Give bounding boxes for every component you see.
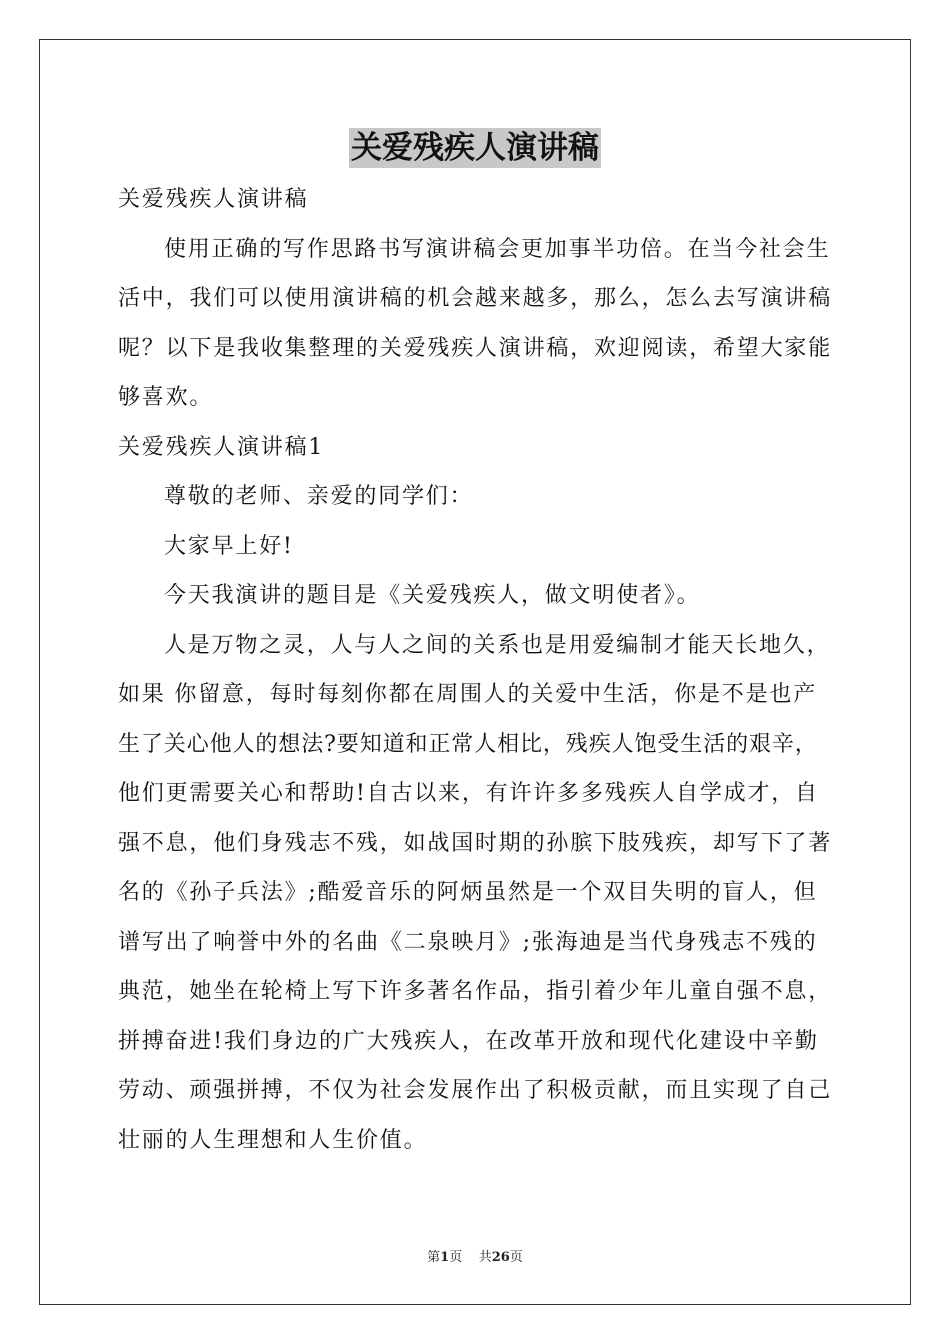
- footer-total-prefix: 共: [478, 1250, 492, 1265]
- body-line: 拼搏奋进!我们身边的广大残疾人，在改革开放和现代化建设中辛勤: [118, 1028, 819, 1054]
- intro-line: 活中，我们可以使用演讲稿的机会越来越多，那么，怎么去写演讲稿: [118, 286, 833, 311]
- document-title: 关爱残疾人演讲稿: [351, 130, 599, 166]
- title-area: [0, 128, 950, 168]
- body-line: 强不息，他们身残志不残，如战国时期的孙膑下肢残疾，却写下了著: [118, 830, 833, 856]
- page-footer: [0, 1246, 950, 1265]
- footer-page-number: 1: [440, 1250, 450, 1265]
- morning-greeting: 大家早上好!: [164, 533, 294, 559]
- footer-page-suffix: 页: [449, 1250, 463, 1265]
- intro-line: 呢？以下是我收集整理的关爱残疾人演讲稿，欢迎阅读，希望大家能: [118, 335, 833, 361]
- body-line: 名的《孙子兵法》;酷爱音乐的阿炳虽然是一个双目失明的盲人，但: [118, 880, 818, 905]
- intro-line: 使用正确的写作思路书写演讲稿会更加事半功倍。在当今社会生: [164, 236, 831, 262]
- body-line: 如果 你留意，每时每刻你都在周围人的关爱中生活，你是不是也产: [118, 682, 817, 707]
- body-line: 典范，她坐在轮椅上写下许多著名作品，指引着少年儿童自强不息，: [118, 979, 833, 1004]
- body-line: 壮丽的人生理想和人生价值。: [118, 1127, 428, 1153]
- section-heading: 关爱残疾人演讲稿1: [118, 434, 325, 460]
- body-line: 劳动、顽强拼搏，不仅为社会发展作出了积极贡献，而且实现了自己: [118, 1078, 833, 1103]
- document-body: [118, 175, 840, 1165]
- body-line: 人是万物之灵，人与人之间的关系也是用爱编制才能天长地久，: [164, 632, 831, 658]
- footer-total-pages: 26: [491, 1250, 510, 1265]
- footer-total-suffix: 页: [509, 1250, 523, 1265]
- body-line: 生了关心他人的想法?要知道和正常人相比，残疾人饱受生活的艰辛，: [118, 731, 818, 757]
- footer-page-prefix: 第: [427, 1250, 441, 1265]
- greeting: 尊敬的老师、亲爱的同学们：: [164, 484, 474, 509]
- intro-line: 够喜欢。: [118, 385, 214, 410]
- speech-topic: 今天我演讲的题目是《关爱残疾人，做文明使者》。: [164, 583, 701, 608]
- body-line: 谱写出了响誉中外的名曲《二泉映月》;张海迪是当代身残志不残的: [118, 929, 818, 955]
- document-subtitle: 关爱残疾人演讲稿: [118, 187, 309, 212]
- body-line: 他们更需要关心和帮助!自古以来，有许许多多残疾人自学成才，自: [118, 781, 819, 806]
